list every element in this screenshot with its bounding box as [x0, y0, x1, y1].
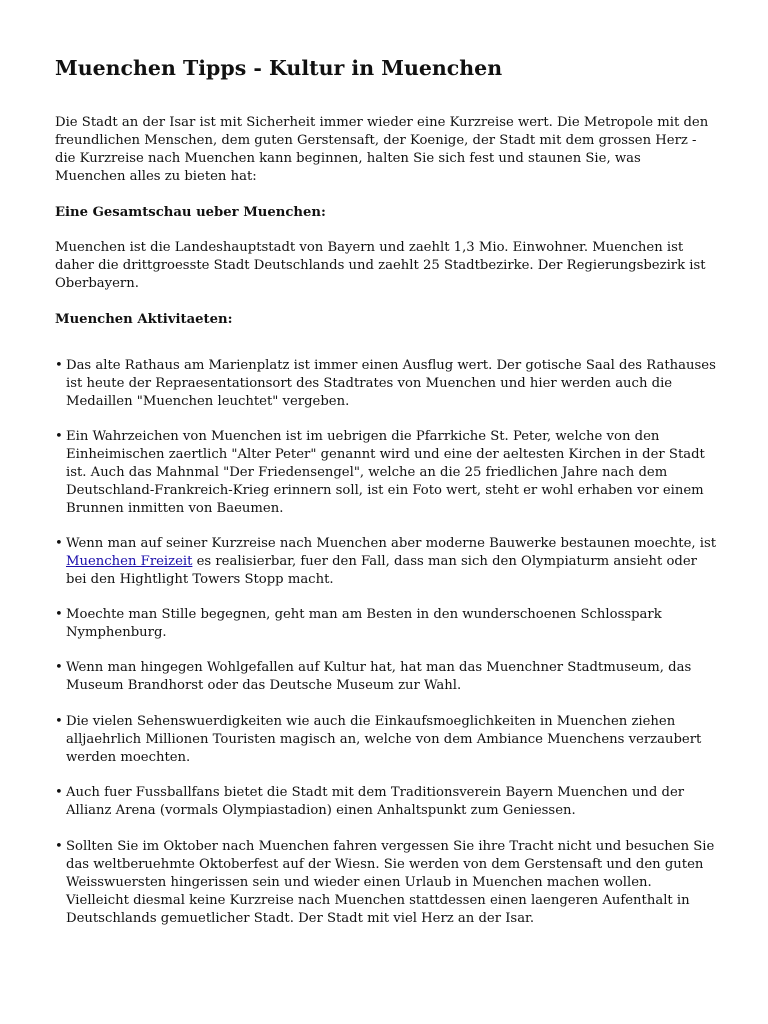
list-item	[55, 713, 717, 767]
list-item	[55, 659, 717, 695]
intro-paragraph: Die Stadt an der Isar ist mit Sicherheit immer wieder eine Kurzreise wert. Die Metropole mit den freundlichen Menschen, dem guten Gerstensaft, der Koenige, der Stadt mit dem grossen Herz - die Kurzreise nach Muenchen kann beginnen, halten Sie sich fest und staunen Sie, was Muenchen alles zu bieten hat:	[55, 115, 709, 184]
list-item-text: Wenn man hingegen Wohlgefallen auf Kultur hat, hat man das Muenchner Stadtmuseum, das Museum Brandhorst oder das Deutsche Museum zur Wahl.	[66, 660, 692, 693]
section-heading-overview: Eine Gesamtschau ueber Muenchen:	[55, 205, 326, 220]
list-item-text-after-link: es realisierbar, fuer den Fall, dass man sich den Olympiaturm ansieht oder bei den Hightlight Towers Stopp macht.	[66, 554, 697, 587]
bullet-icon: •	[55, 536, 63, 551]
bullet-icon: •	[55, 839, 63, 854]
section-heading-activities: Muenchen Aktivitaeten:	[55, 312, 233, 327]
list-item-text: Sollten Sie im Oktober nach Muenchen fahren vergessen Sie ihre Tracht nicht und besuchen Sie das weltberuehmte Oktoberfest auf der Wiesn. Sie werden von dem Gerstensaft und den guten Weisswuersten hingerissen sein und wieder einen Urlaub in Muenchen machen wollen. Vielleicht diesmal keine Kurzreise nach Muenchen stattdessen einen laengeren Aufenthalt in Deutschlands gemuetlicher Stadt. Der Stadt mit viel Herz an der Isar.	[66, 839, 715, 926]
list-item	[55, 784, 717, 820]
list-item-text: Das alte Rathaus am Marienplatz ist immer einen Ausflug wert. Der gotische Saal des Rathauses ist heute der Repraesentationsort des Stadtrates von Muenchen und hier werden auch die Medaillen "Muenchen leuchtet" vergeben.	[66, 358, 716, 409]
list-item	[55, 428, 717, 518]
muenchen-freizeit-link[interactable]: Muenchen Freizeit	[66, 554, 193, 569]
list-item-text: Die vielen Sehenswuerdigkeiten wie auch die Einkaufsmoeglichkeiten in Muenchen ziehen alljaehrlich Millionen Touristen magisch an, welche von dem Ambiance Muenchens verzaubert werden moechten.	[66, 714, 702, 765]
bullet-icon: •	[55, 358, 63, 373]
list-item-text-before-link: Wenn man auf seiner Kurzreise nach Muenchen aber moderne Bauwerke bestaunen moechte, ist	[66, 536, 717, 551]
bullet-icon: •	[55, 429, 63, 444]
list-item	[55, 838, 717, 928]
bullet-icon: •	[55, 607, 63, 622]
list-item-text: Ein Wahrzeichen von Muenchen ist im uebrigen die Pfarrkiche St. Peter, welche von den Einheimischen zaertlich "Alter Peter" genannt wird und eine der aeltesten Kirchen in der Stadt ist. Auch das Mahnmal "Der Friedensengel", welche an die 25 friedlichen Jahre nach dem Deutschland-Frankreich-Krieg erinnern soll, ist ein Foto wert, steht er wohl erhaben vor einem Brunnen inmitten von Baeumen.	[66, 429, 705, 516]
overview-paragraph: Muenchen ist die Landeshauptstadt von Bayern und zaehlt 1,3 Mio. Einwohner. Muenchen ist daher die drittgroesste Stadt Deutschlands und zaehlt 25 Stadtbezirke. Der Regierungsbezirk ist Oberbayern.	[55, 240, 706, 291]
page-title: Muenchen Tipps - Kultur in Muenchen	[55, 56, 503, 80]
list-item	[55, 357, 717, 411]
list-item-text: Moechte man Stille begegnen, geht man am Besten in den wunderschoenen Schlosspark Nymphenburg.	[66, 607, 662, 640]
bullet-icon: •	[55, 660, 63, 675]
bullet-icon: •	[55, 714, 63, 729]
list-item-text	[66, 535, 717, 589]
list-item	[55, 535, 717, 589]
bullet-icon: •	[55, 785, 63, 800]
list-item	[55, 606, 717, 642]
list-item-text: Auch fuer Fussballfans bietet die Stadt mit dem Traditionsverein Bayern Muenchen und der Allianz Arena (vormals Olympiastadion) einen Anhaltspunkt zum Geniessen.	[66, 785, 685, 818]
